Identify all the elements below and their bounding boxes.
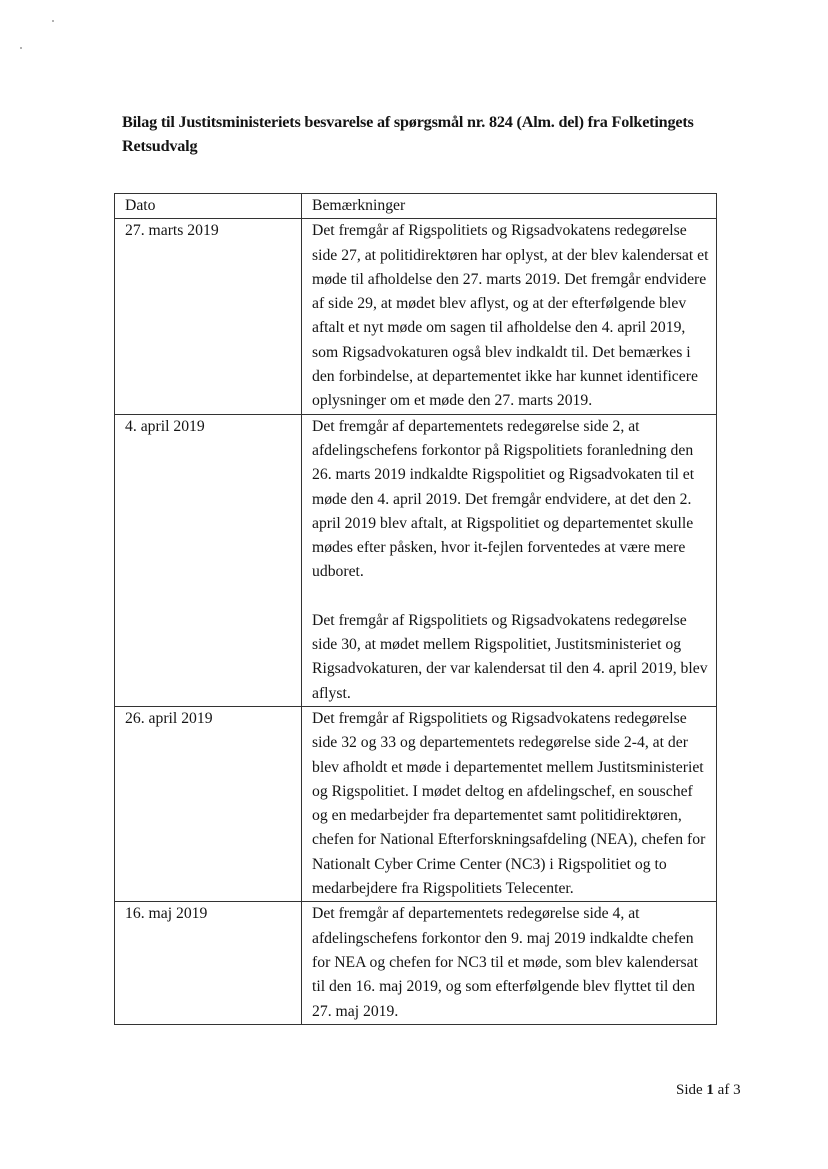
column-header-date: Dato [115,194,302,219]
row-date: 16. maj 2019 [115,902,302,1024]
page-total: af 3 [717,1082,741,1098]
page-number-footer [676,1080,741,1100]
remark-paragraph: Det fremgår af departementets redegørelse side 2, at afdelingschefens forkontor på Rigspolitiets foranledning den 26. marts 2019 indkaldte Rigspolitiet og Rigsadvokaten til et møde den 4. april 2019. Det fremgår endvidere, at det den 2. april 2019 blev aftalt, at Rigspolitiet og departementet skulle mødes efter påsken, hvor it-fejlen forventedes at være mere udboret. [312,417,695,581]
table-row [115,706,717,901]
column-header-remarks: Bemærkninger [302,194,717,219]
table-row [115,219,717,414]
document-title: Bilag til Justitsministeriets besvarelse af spørgsmål nr. 824 (Alm. del) fra Folketingets Retsudvalg [122,113,694,155]
row-date: 26. april 2019 [115,706,302,901]
page-label: Side [676,1082,703,1098]
table-row [115,902,717,1024]
events-table [114,193,717,1025]
remark-paragraph: Det fremgår af Rigspolitiets og Rigsadvokatens redegørelse side 32 og 33 og departementets redegørelse side 2-4, at der blev afholdt et møde i departementet mellem Justitsministeriet og Rigspolitiet. I mødet deltog en afdelingschef, en souschef og en medarbejder fra departementet samt politidirektøren, chefen for National Efterforskningsafdeling (NEA), chefen for Nationalt Cyber Crime Center (NC3) i Rigspolitiet og to medarbejdere fra Rigspolitiets Telecenter. [312,709,706,898]
row-remarks [302,706,717,901]
row-remarks [302,414,717,706]
table-row [115,414,717,706]
row-date: 27. marts 2019 [115,219,302,414]
remark-paragraph: Det fremgår af Rigspolitiets og Rigsadvokatens redegørelse side 27, at politidirektøren har oplyst, at der blev kalendersat et møde til afholdelse den 27. marts 2019. Det fremgår endvidere af side 29, at mødet blev aflyst, og at der efterfølgende blev aftalt et nyt møde om sagen til afholdelse den 4. april 2019, som Rigsadvokaturen også blev indkaldt til. Det bemærkes i den forbindelse, at departementet ikke har kunnet identificere oplysninger om et møde den 27. marts 2019. [312,222,709,410]
remark-paragraph: Det fremgår af Rigspolitiets og Rigsadvokatens redegørelse side 30, at mødet mellem Rigspolitiet, Justitsministeriet og Rigsadvokaturen, der var kalendersat til den 4. april 2019, blev aflyst. [312,611,708,702]
current-page-number: 1 [706,1082,714,1098]
row-date: 4. april 2019 [115,414,302,706]
row-remarks [302,902,717,1024]
row-remarks [302,219,717,414]
table-header-row [115,194,717,219]
scan-speck [52,20,54,22]
remark-paragraph: Det fremgår af departementets redegørelse side 4, at afdelingschefens forkontor den 9. maj 2019 indkaldte chefen for NEA og chefen for NC3 til et møde, som blev kalendersat til den 16. maj 2019, og som efterfølgende blev flyttet til den 27. maj 2019. [312,905,698,1020]
scan-speck [20,47,22,49]
